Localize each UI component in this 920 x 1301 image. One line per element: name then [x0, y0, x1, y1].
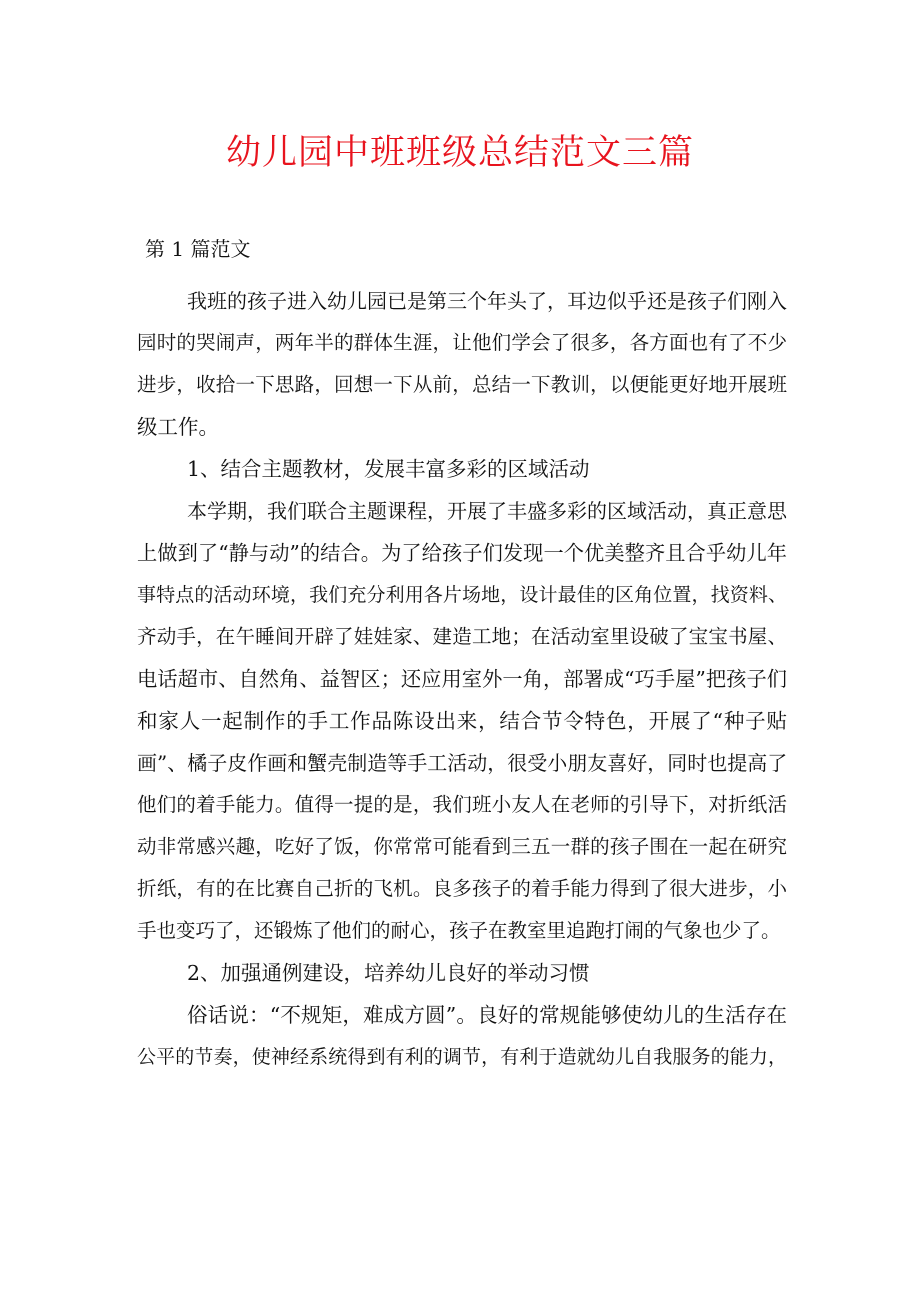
paragraph-line: 进步，收拾一下思路，回想一下从前，总结一下教训，以便能更好地开展班 — [137, 373, 787, 396]
paragraph-line: 折纸，有的在比赛自己折的飞机。良多孩子的着手能力得到了很大进步，小 — [137, 877, 787, 900]
paragraph-line: 齐动手，在午睡间开辟了娃娃家、建造工地；在活动室里设破了宝宝书屋、 — [137, 625, 787, 648]
paragraph-line: 上做到了“静与动”的结合。为了给孩子们发现一个优美整齐且合乎幼儿年 — [137, 541, 787, 565]
section-heading: 1、结合主题教材，发展丰富多彩的区域活动 — [187, 457, 590, 481]
paragraph-line: 公平的节奏，使神经系统得到有利的调节，有利于造就幼儿自我服务的能力， — [137, 1046, 787, 1068]
document-body — [137, 280, 787, 1078]
paragraph-line: 级工作。 — [137, 415, 219, 439]
paragraph-line: 手也变巧了，还锻炼了他们的耐心，孩子在教室里追跑打闹的气象也少了。 — [137, 919, 781, 942]
section-label: 第 1 篇范文 — [145, 237, 251, 261]
document-title: 幼儿园中班班级总结范文三篇 — [225, 133, 694, 173]
paragraph-line: 电话超市、自然角、益智区；还应用室外一角，部署成“巧手屋”把孩子们 — [137, 667, 787, 691]
paragraph-line: 和家人一起制作的手工作品陈设出来，结合节令特色，开展了“种子贴 — [137, 709, 787, 733]
paragraph-line: 他们的着手能力。值得一提的是，我们班小友人在老师的引导下，对折纸活 — [137, 793, 787, 816]
paragraph-line: 事特点的活动环境，我们充分利用各片场地，设计最佳的区角位置，找资料、 — [137, 584, 787, 606]
section-heading: 2、加强通例建设，培养幼儿良好的举动习惯 — [187, 961, 590, 985]
paragraph-line: 我班的孩子进入幼儿园已是第三个年头了，耳边似乎还是孩子们刚入 — [187, 289, 787, 313]
paragraph-line: 本学期，我们联合主题课程，开展了丰盛多彩的区域活动，真正意思 — [187, 499, 787, 523]
paragraph-line: 画”、橘子皮作画和蟹壳制造等手工活动，很受小朋友喜好，同时也提高了 — [137, 751, 788, 775]
paragraph-line: 动非常感兴趣，吃好了饭，你常常可能看到三五一群的孩子围在一起在研究 — [137, 835, 787, 858]
paragraph-line: 园时的哭闹声，两年半的群体生涯，让他们学会了很多，各方面也有了不少 — [137, 331, 787, 354]
paragraph-line: 俗话说：“不规矩，难成方圆”。良好的常规能够使幼儿的生活存在 — [187, 1003, 787, 1027]
